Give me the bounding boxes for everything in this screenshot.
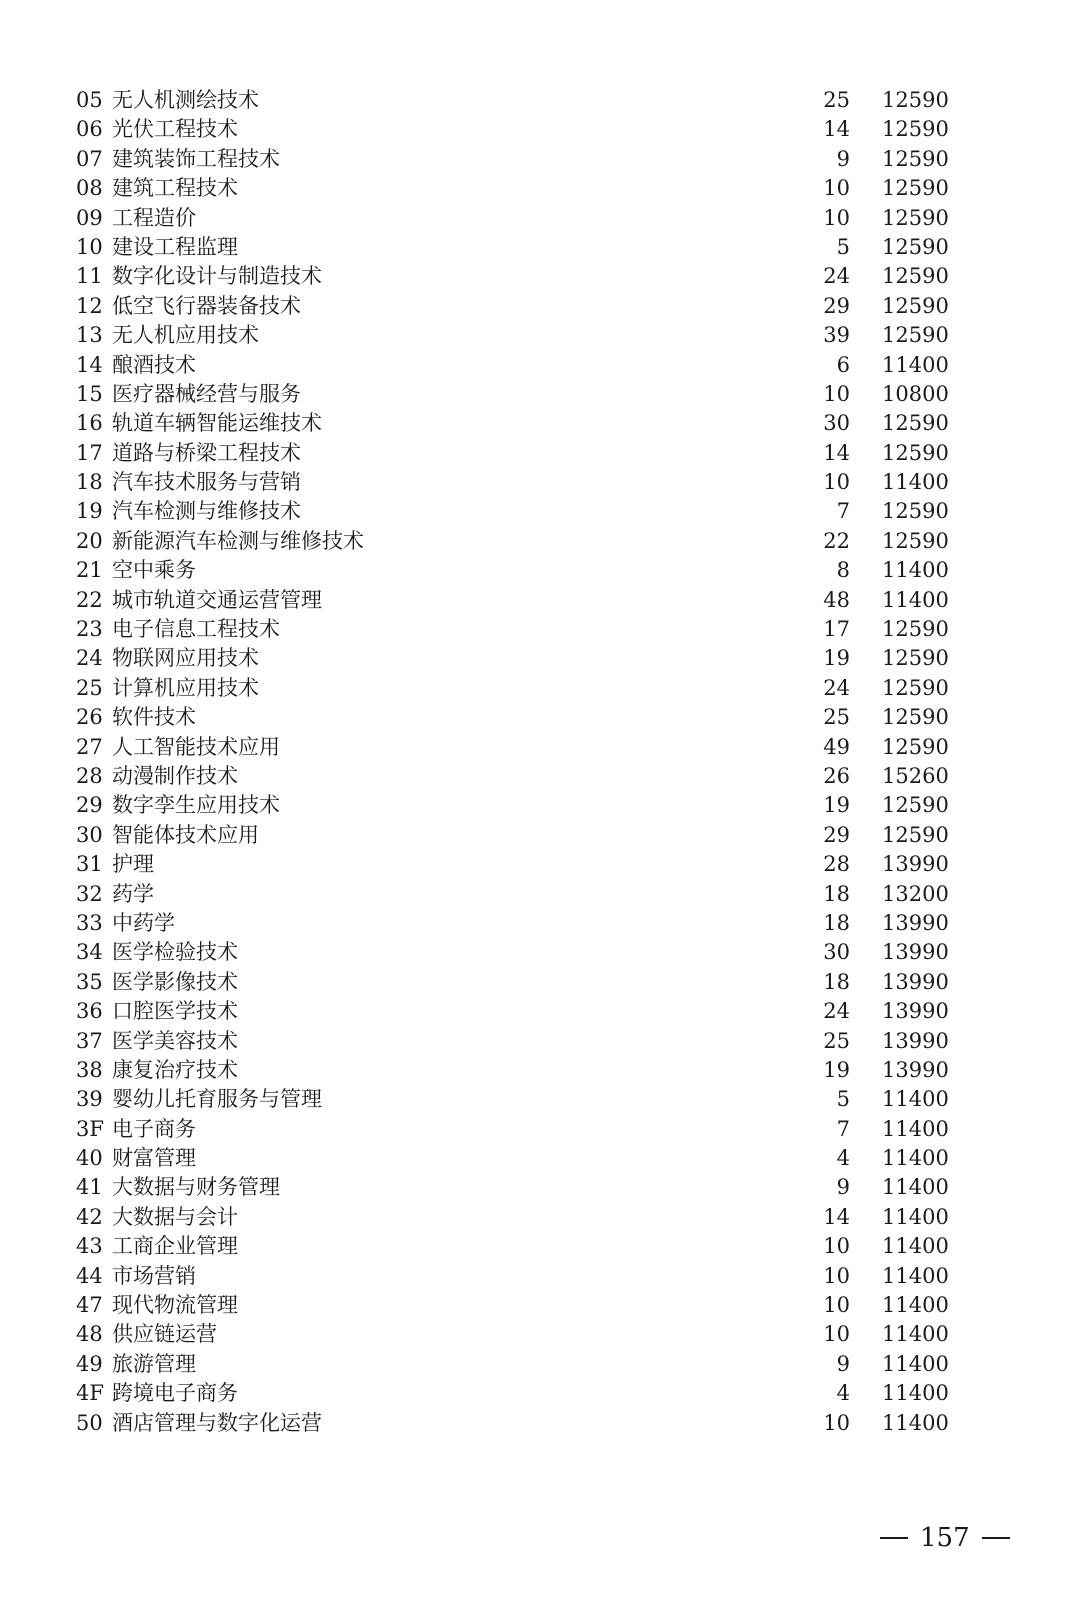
tuition-fee: 13200: [882, 881, 949, 906]
tuition-fee: 11400: [882, 1351, 949, 1376]
enrollment-count: 24: [823, 675, 850, 700]
major-code: 4F: [76, 1381, 104, 1406]
major-name: 药学: [112, 881, 154, 906]
enrollment-count: 5: [836, 234, 850, 259]
list-item: [0, 1409, 1080, 1438]
tuition-fee: 12590: [882, 528, 949, 553]
major-code: 14: [76, 352, 103, 377]
list-item: [0, 674, 1080, 703]
list-item: [0, 821, 1080, 850]
list-item: [0, 615, 1080, 644]
enrollment-count: 28: [823, 852, 850, 877]
tuition-fee: 11400: [882, 1381, 949, 1406]
tuition-fee: 12590: [882, 734, 949, 759]
major-name: 人工智能技术应用: [112, 734, 280, 759]
tuition-fee: 11400: [882, 558, 949, 583]
tuition-fee: 12590: [882, 411, 949, 436]
list-item: [0, 174, 1080, 203]
enrollment-count: 10: [823, 1322, 850, 1347]
list-item: [0, 439, 1080, 468]
enrollment-count: 14: [823, 440, 850, 465]
list-item: [0, 1085, 1080, 1114]
major-name: 电子商务: [112, 1116, 196, 1141]
footer-dash-left: [880, 1537, 908, 1539]
tuition-fee: 15260: [882, 763, 949, 788]
major-name: 数字化设计与制造技术: [112, 264, 322, 289]
major-name: 旅游管理: [112, 1351, 196, 1376]
page-number: 157: [920, 1523, 970, 1553]
major-code: 11: [76, 264, 103, 289]
list-item: [0, 497, 1080, 526]
major-code: 40: [76, 1146, 103, 1171]
enrollment-count: 19: [823, 793, 850, 818]
major-name: 医疗器械经营与服务: [112, 381, 301, 406]
tuition-fee: 11400: [882, 1175, 949, 1200]
tuition-fee: 12590: [882, 617, 949, 642]
tuition-fee: 12590: [882, 293, 949, 318]
major-name: 酿酒技术: [112, 352, 196, 377]
major-name: 护理: [112, 852, 154, 877]
major-name: 光伏工程技术: [112, 117, 238, 142]
list-item: [0, 292, 1080, 321]
tuition-fee: 13990: [882, 999, 949, 1024]
list-item: [0, 1262, 1080, 1291]
enrollment-count: 24: [823, 264, 850, 289]
enrollment-count: 30: [823, 411, 850, 436]
list-item: [0, 1115, 1080, 1144]
list-item: [0, 233, 1080, 262]
major-code: 41: [76, 1175, 103, 1200]
list-item: [0, 204, 1080, 233]
list-item: [0, 1291, 1080, 1320]
major-name: 大数据与会计: [112, 1204, 238, 1229]
major-name: 数字孪生应用技术: [112, 793, 280, 818]
major-name: 建设工程监理: [112, 234, 238, 259]
list-item: [0, 86, 1080, 115]
tuition-fee: 12590: [882, 234, 949, 259]
enrollment-count: 10: [823, 1263, 850, 1288]
major-name: 动漫制作技术: [112, 763, 238, 788]
major-code: 49: [76, 1351, 103, 1376]
major-name: 道路与桥梁工程技术: [112, 440, 301, 465]
enrollment-count: 30: [823, 940, 850, 965]
tuition-fee: 11400: [882, 1146, 949, 1171]
list-item: [0, 586, 1080, 615]
enrollment-count: 25: [823, 1028, 850, 1053]
enrollment-count: 10: [823, 1293, 850, 1318]
major-code: 19: [76, 499, 103, 524]
list-item: [0, 850, 1080, 879]
major-name: 口腔医学技术: [112, 999, 238, 1024]
list-item: [0, 115, 1080, 144]
tuition-fee: 12590: [882, 646, 949, 671]
major-code: 21: [76, 558, 103, 583]
enrollment-count: 7: [836, 499, 850, 524]
list-item: [0, 968, 1080, 997]
major-name: 轨道车辆智能运维技术: [112, 411, 322, 436]
list-item: [0, 644, 1080, 673]
enrollment-count: 14: [823, 1204, 850, 1229]
major-code: 23: [76, 617, 103, 642]
tuition-fee: 12590: [882, 793, 949, 818]
major-code: 30: [76, 822, 103, 847]
list-item: [0, 1056, 1080, 1085]
major-name: 婴幼儿托育服务与管理: [112, 1087, 322, 1112]
enrollment-count: 18: [823, 910, 850, 935]
major-name: 汽车技术服务与营销: [112, 470, 301, 495]
tuition-fee: 12590: [882, 499, 949, 524]
major-name: 低空飞行器装备技术: [112, 293, 301, 318]
tuition-fee: 11400: [882, 1410, 949, 1435]
tuition-fee: 11400: [882, 1204, 949, 1229]
tuition-fee: 11400: [882, 470, 949, 495]
major-name: 现代物流管理: [112, 1293, 238, 1318]
enrollment-count: 24: [823, 999, 850, 1024]
list-item: [0, 1173, 1080, 1202]
major-code: 47: [76, 1293, 103, 1318]
major-name: 供应链运营: [112, 1322, 217, 1347]
tuition-fee: 13990: [882, 852, 949, 877]
enrollment-count: 49: [823, 734, 850, 759]
major-name: 跨境电子商务: [112, 1381, 238, 1406]
enrollment-count: 10: [823, 1410, 850, 1435]
enrollment-count: 18: [823, 881, 850, 906]
major-name: 财富管理: [112, 1146, 196, 1171]
tuition-fee: 11400: [882, 1293, 949, 1318]
tuition-fee: 12590: [882, 205, 949, 230]
tuition-fee: 12590: [882, 675, 949, 700]
enrollment-count: 19: [823, 646, 850, 671]
tuition-fee: 12590: [882, 705, 949, 730]
tuition-fee: 11400: [882, 352, 949, 377]
major-code: 22: [76, 587, 103, 612]
list-item: [0, 762, 1080, 791]
list-item: [0, 880, 1080, 909]
major-name: 无人机应用技术: [112, 323, 259, 348]
major-code: 3F: [76, 1116, 104, 1141]
major-name: 建筑工程技术: [112, 176, 238, 201]
major-list: [0, 86, 1080, 1438]
tuition-fee: 12590: [882, 88, 949, 112]
list-item: [0, 1027, 1080, 1056]
major-code: 32: [76, 881, 103, 906]
major-code: 39: [76, 1087, 103, 1112]
enrollment-count: 10: [823, 205, 850, 230]
tuition-fee: 13990: [882, 910, 949, 935]
list-item: [0, 262, 1080, 291]
tuition-fee: 12590: [882, 822, 949, 847]
major-code: 13: [76, 323, 103, 348]
enrollment-count: 6: [836, 352, 850, 377]
tuition-fee: 11400: [882, 1234, 949, 1259]
list-item: [0, 1232, 1080, 1261]
tuition-fee: 10800: [882, 381, 949, 406]
major-code: 35: [76, 969, 103, 994]
enrollment-count: 48: [823, 587, 850, 612]
enrollment-count: 39: [823, 323, 850, 348]
major-code: 12: [76, 293, 103, 318]
major-code: 42: [76, 1204, 103, 1229]
tuition-fee: 13990: [882, 1028, 949, 1053]
enrollment-count: 29: [823, 822, 850, 847]
list-item: [0, 380, 1080, 409]
list-item: [0, 1203, 1080, 1232]
tuition-fee: 12590: [882, 176, 949, 201]
tuition-fee: 11400: [882, 1087, 949, 1112]
major-code: 09: [76, 205, 103, 230]
major-code: 36: [76, 999, 103, 1024]
enrollment-count: 10: [823, 176, 850, 201]
enrollment-count: 9: [836, 1351, 850, 1376]
enrollment-count: 14: [823, 117, 850, 142]
major-name: 智能体技术应用: [112, 822, 259, 847]
major-code: 31: [76, 852, 103, 877]
major-code: 48: [76, 1322, 103, 1347]
enrollment-count: 7: [836, 1116, 850, 1141]
list-item: [0, 1320, 1080, 1349]
major-code: 07: [76, 146, 103, 171]
major-name: 中药学: [112, 910, 175, 935]
enrollment-count: 10: [823, 381, 850, 406]
enrollment-count: 10: [823, 1234, 850, 1259]
enrollment-count: 4: [836, 1146, 850, 1171]
major-name: 汽车检测与维修技术: [112, 499, 301, 524]
list-item: [0, 1144, 1080, 1173]
major-code: 15: [76, 381, 103, 406]
page-footer: [880, 1520, 1020, 1554]
major-name: 医学影像技术: [112, 969, 238, 994]
major-code: 29: [76, 793, 103, 818]
major-code: 20: [76, 528, 103, 553]
major-name: 大数据与财务管理: [112, 1175, 280, 1200]
major-code: 38: [76, 1057, 103, 1082]
major-code: 43: [76, 1234, 103, 1259]
enrollment-count: 8: [836, 558, 850, 583]
enrollment-count: 29: [823, 293, 850, 318]
tuition-fee: 12590: [882, 323, 949, 348]
major-name: 无人机测绘技术: [112, 88, 259, 112]
major-code: 10: [76, 234, 103, 259]
major-name: 工商企业管理: [112, 1234, 238, 1259]
major-name: 建筑装饰工程技术: [112, 146, 280, 171]
list-item: [0, 1379, 1080, 1408]
list-item: [0, 1350, 1080, 1379]
major-name: 软件技术: [112, 705, 196, 730]
list-item: [0, 351, 1080, 380]
major-code: 24: [76, 646, 103, 671]
major-code: 05: [76, 88, 103, 112]
enrollment-count: 18: [823, 969, 850, 994]
enrollment-count: 17: [823, 617, 850, 642]
major-name: 市场营销: [112, 1263, 196, 1288]
enrollment-count: 26: [823, 763, 850, 788]
footer-dash-right: [982, 1537, 1010, 1539]
major-name: 康复治疗技术: [112, 1057, 238, 1082]
list-item: [0, 145, 1080, 174]
major-code: 26: [76, 705, 103, 730]
major-code: 25: [76, 675, 103, 700]
tuition-fee: 12590: [882, 264, 949, 289]
major-name: 工程造价: [112, 205, 196, 230]
list-item: [0, 791, 1080, 820]
major-code: 16: [76, 411, 103, 436]
major-code: 34: [76, 940, 103, 965]
tuition-fee: 12590: [882, 146, 949, 171]
major-code: 44: [76, 1263, 103, 1288]
major-code: 06: [76, 117, 103, 142]
list-item: [0, 556, 1080, 585]
major-code: 27: [76, 734, 103, 759]
tuition-fee: 11400: [882, 1263, 949, 1288]
tuition-fee: 13990: [882, 1057, 949, 1082]
tuition-fee: 11400: [882, 587, 949, 612]
list-item: [0, 321, 1080, 350]
list-item: [0, 733, 1080, 762]
major-name: 医学检验技术: [112, 940, 238, 965]
list-item: [0, 409, 1080, 438]
major-name: 物联网应用技术: [112, 646, 259, 671]
tuition-fee: 13990: [882, 940, 949, 965]
list-item: [0, 468, 1080, 497]
major-code: 37: [76, 1028, 103, 1053]
list-item: [0, 527, 1080, 556]
tuition-fee: 11400: [882, 1116, 949, 1141]
tuition-fee: 12590: [882, 117, 949, 142]
tuition-fee: 12590: [882, 440, 949, 465]
major-name: 计算机应用技术: [112, 675, 259, 700]
enrollment-count: 25: [823, 88, 850, 112]
list-item: [0, 703, 1080, 732]
major-name: 空中乘务: [112, 558, 196, 583]
enrollment-count: 19: [823, 1057, 850, 1082]
major-code: 28: [76, 763, 103, 788]
major-code: 33: [76, 910, 103, 935]
enrollment-count: 9: [836, 146, 850, 171]
major-code: 50: [76, 1410, 103, 1435]
major-name: 医学美容技术: [112, 1028, 238, 1053]
enrollment-count: 5: [836, 1087, 850, 1112]
list-item: [0, 909, 1080, 938]
major-name: 电子信息工程技术: [112, 617, 280, 642]
major-name: 新能源汽车检测与维修技术: [112, 528, 364, 553]
enrollment-count: 4: [836, 1381, 850, 1406]
list-item: [0, 938, 1080, 967]
major-code: 08: [76, 176, 103, 201]
major-name: 酒店管理与数字化运营: [112, 1410, 322, 1435]
tuition-fee: 11400: [882, 1322, 949, 1347]
enrollment-count: 10: [823, 470, 850, 495]
major-code: 17: [76, 440, 103, 465]
tuition-fee: 13990: [882, 969, 949, 994]
enrollment-count: 22: [823, 528, 850, 553]
enrollment-count: 9: [836, 1175, 850, 1200]
enrollment-count: 25: [823, 705, 850, 730]
list-item: [0, 997, 1080, 1026]
major-name: 城市轨道交通运营管理: [112, 587, 322, 612]
major-code: 18: [76, 470, 103, 495]
